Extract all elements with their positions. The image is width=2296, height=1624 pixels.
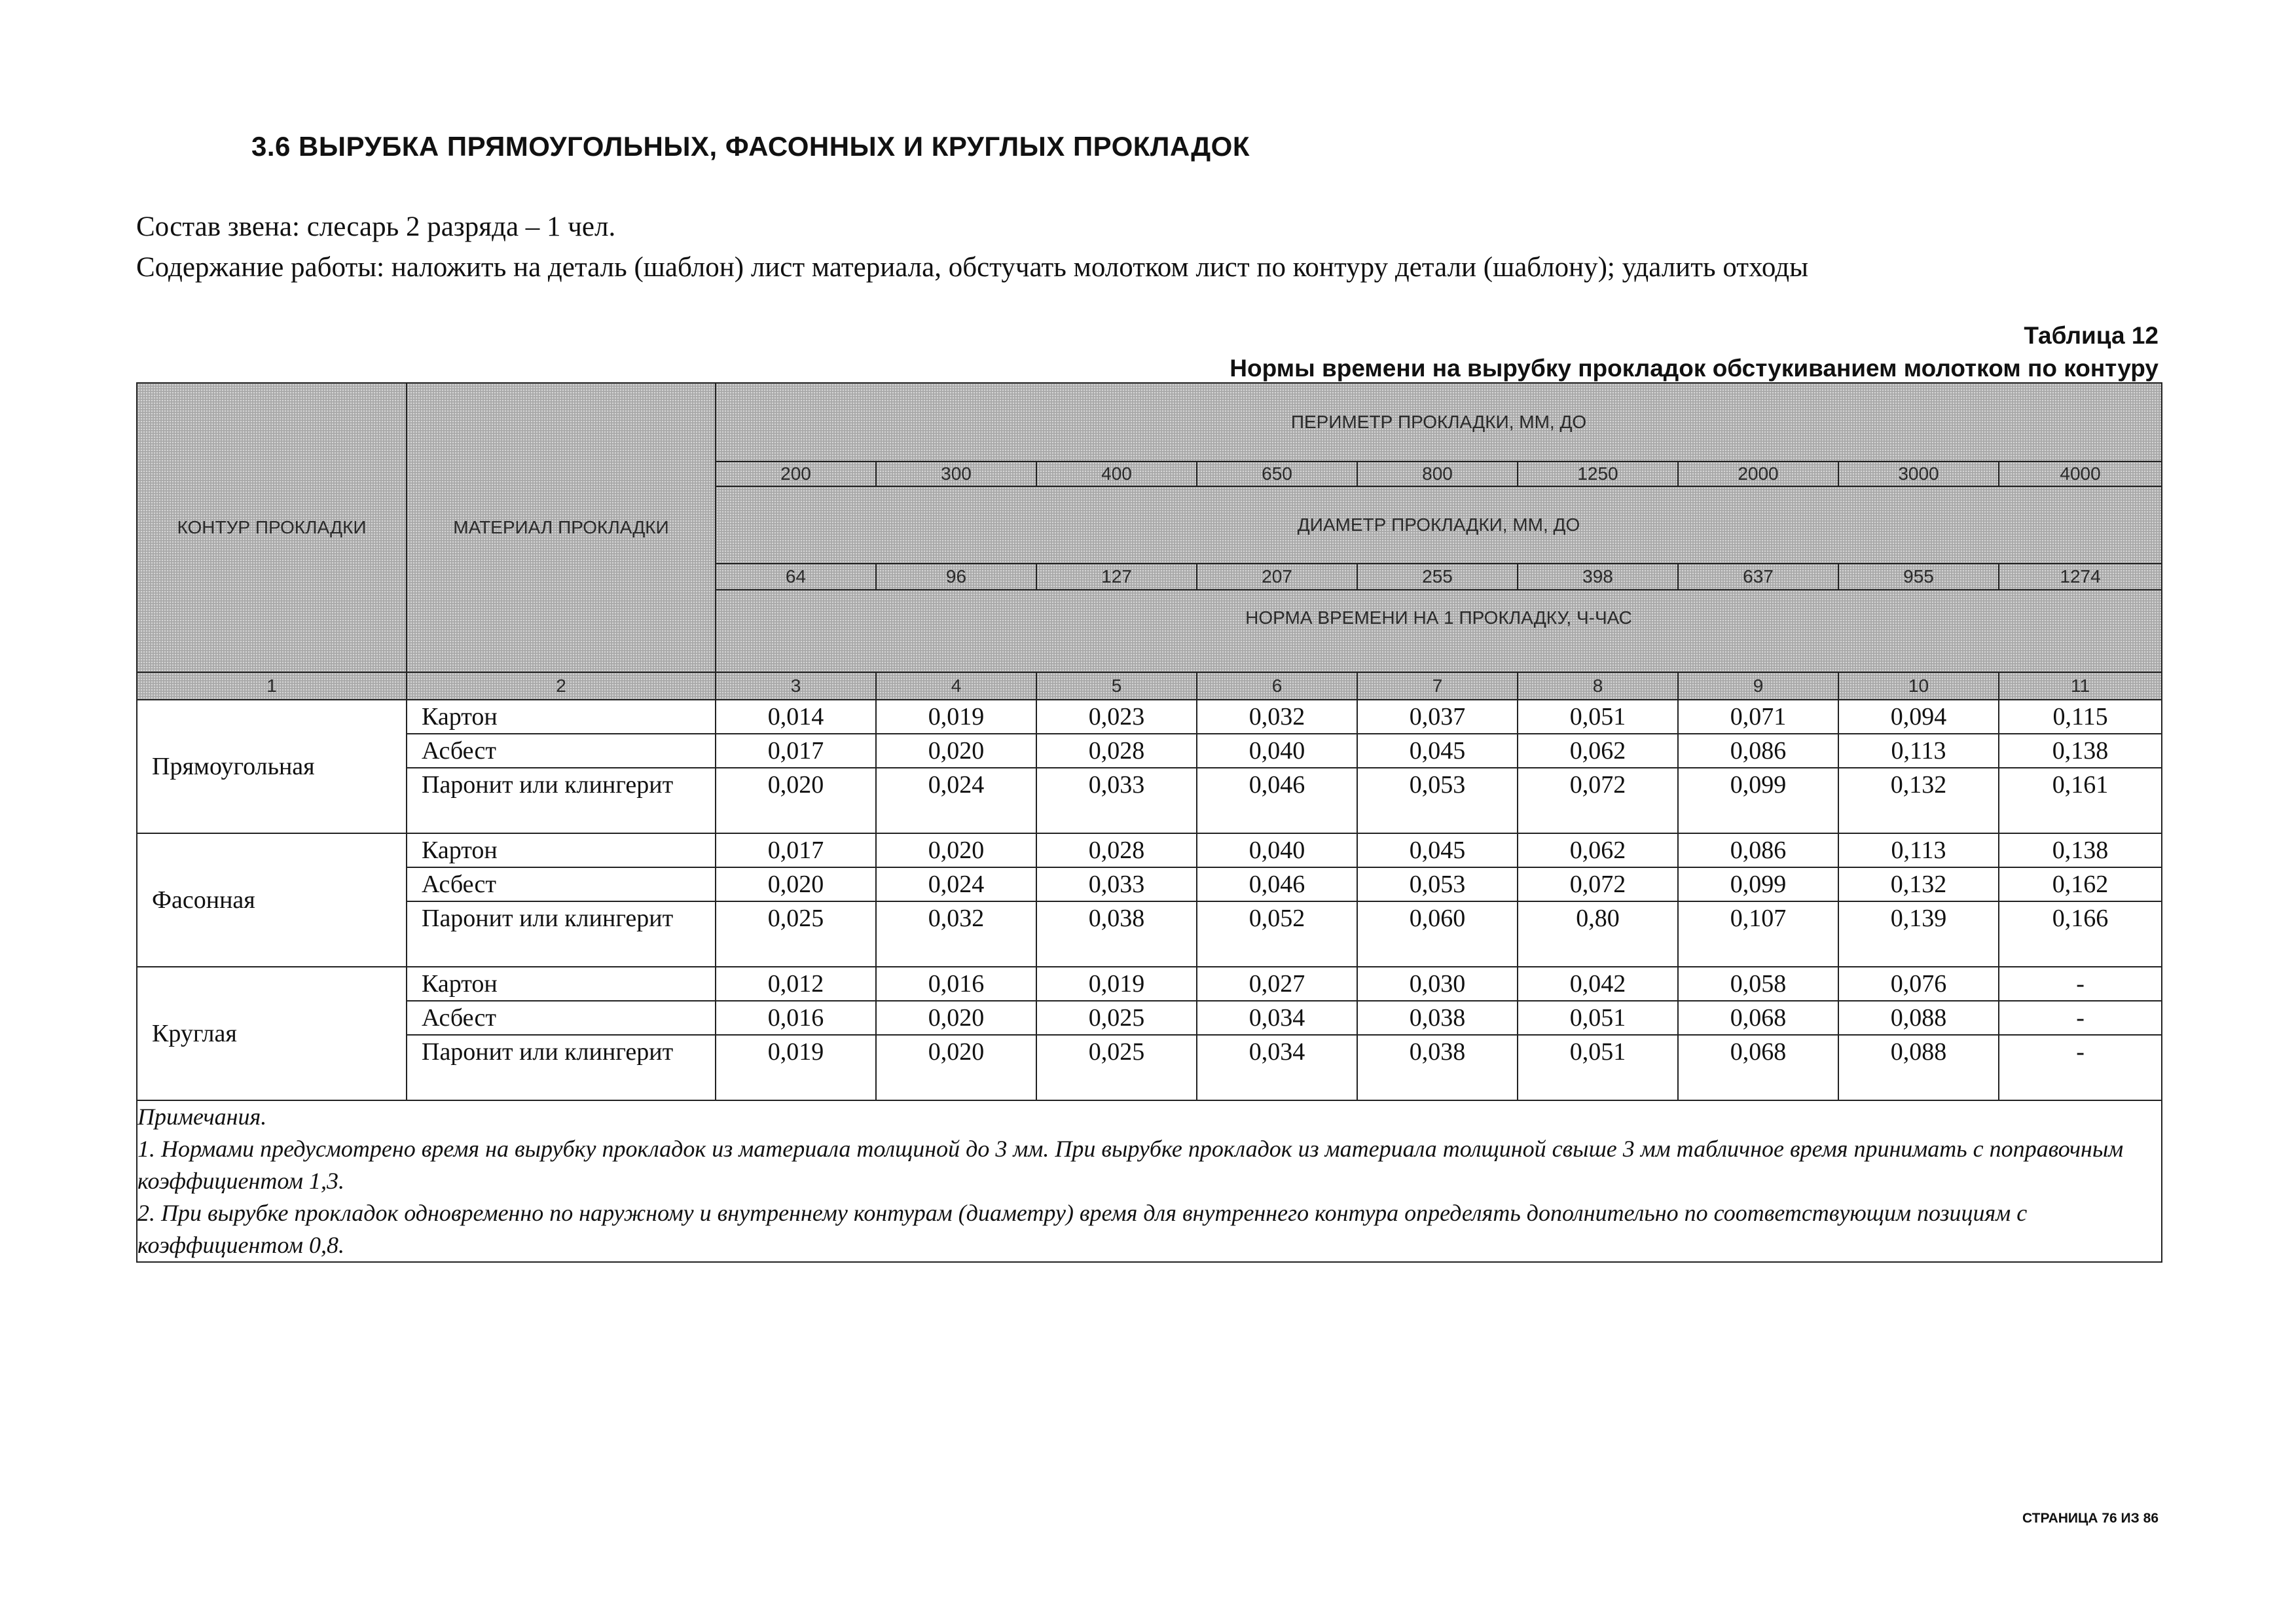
header-perimeter-label: ПЕРИМЕТР ПРОКЛАДКИ, ММ, ДО [716, 383, 2162, 461]
value-cell: 0,132 [1838, 867, 1999, 901]
value-cell: 0,038 [1357, 1035, 1518, 1100]
value-cell: 0,051 [1518, 700, 1678, 734]
value-cell: 0,037 [1357, 700, 1518, 734]
value-cell: 0,012 [716, 967, 876, 1001]
value-cell: 0,020 [716, 768, 876, 833]
table-row [137, 833, 2162, 867]
column-number: 9 [1678, 672, 1838, 700]
value-cell: 0,038 [1036, 901, 1197, 967]
value-cell: 0,058 [1678, 967, 1838, 1001]
value-cell: 0,113 [1838, 833, 1999, 867]
material-cell: Паронит или клингерит [407, 1035, 716, 1100]
value-cell: 0,071 [1678, 700, 1838, 734]
value-cell: 0,162 [1999, 867, 2162, 901]
notes-cell [137, 1100, 2162, 1262]
value-cell: 0,040 [1197, 734, 1357, 768]
value-cell: 0,025 [716, 901, 876, 967]
norms-table [136, 382, 2162, 1263]
diameter-value: 127 [1036, 564, 1197, 590]
value-cell: 0,020 [716, 867, 876, 901]
column-number: 11 [1999, 672, 2162, 700]
value-cell: 0,099 [1678, 867, 1838, 901]
perimeter-value: 300 [876, 461, 1036, 486]
value-cell: 0,099 [1678, 768, 1838, 833]
value-cell: 0,032 [1197, 700, 1357, 734]
value-cell: 0,040 [1197, 833, 1357, 867]
value-cell: 0,038 [1357, 1001, 1518, 1035]
contour-cell: Прямоугольная [137, 700, 407, 833]
diameter-value: 255 [1357, 564, 1518, 590]
material-cell: Асбест [407, 734, 716, 768]
notes-row [137, 1100, 2162, 1262]
contour-cell: Круглая [137, 967, 407, 1100]
note-item: 1. Нормами предусмотрено время на вырубку прокладок из материала толщиной до 3 мм. При вырубке прокладок из материала толщиной свыше 3 мм табличное время принимать с поправочным коэффициентом 1,3. [137, 1136, 2124, 1194]
material-cell: Паронит или клингерит [407, 901, 716, 967]
table-row [137, 768, 2162, 833]
value-cell: 0,020 [876, 1001, 1036, 1035]
table-number: Таблица 12 [2024, 322, 2159, 349]
diameter-value: 207 [1197, 564, 1357, 590]
value-cell: 0,033 [1036, 867, 1197, 901]
material-cell: Картон [407, 833, 716, 867]
table-row [137, 901, 2162, 967]
header-diameter-label: ДИАМЕТР ПРОКЛАДКИ, ММ, ДО [716, 486, 2162, 564]
column-numbers-row [137, 672, 2162, 700]
value-cell: 0,086 [1678, 734, 1838, 768]
value-cell: 0,017 [716, 734, 876, 768]
column-number: 8 [1518, 672, 1678, 700]
diameter-value: 637 [1678, 564, 1838, 590]
material-cell: Картон [407, 967, 716, 1001]
perimeter-value: 2000 [1678, 461, 1838, 486]
perimeter-value: 400 [1036, 461, 1197, 486]
note-item: 2. При вырубке прокладок одновременно по наружному и внутреннему контурам (диаметру) время для внутреннего контура определять дополнительно по соответствующим позициям с коэффициентом 0,8. [137, 1200, 2028, 1258]
table-row [137, 867, 2162, 901]
value-cell: 0,072 [1518, 768, 1678, 833]
column-number: 7 [1357, 672, 1518, 700]
value-cell: 0,139 [1838, 901, 1999, 967]
work-content: Содержание работы: наложить на деталь (шаблон) лист материала, обстучать молотком лист по контуру детали (шаблону); удалить отходы [136, 252, 1808, 283]
value-cell: 0,034 [1197, 1035, 1357, 1100]
diameter-value: 1274 [1999, 564, 2162, 590]
value-cell: 0,138 [1999, 734, 2162, 768]
column-number: 4 [876, 672, 1036, 700]
value-cell: 0,020 [876, 734, 1036, 768]
value-cell: 0,033 [1036, 768, 1197, 833]
contour-cell: Фасонная [137, 833, 407, 967]
diameter-value: 96 [876, 564, 1036, 590]
diameter-value: 398 [1518, 564, 1678, 590]
value-cell: 0,053 [1357, 867, 1518, 901]
table-row [137, 967, 2162, 1001]
value-cell: 0,068 [1678, 1035, 1838, 1100]
crew-composition: Состав звена: слесарь 2 разряда – 1 чел. [136, 211, 616, 242]
perimeter-value: 4000 [1999, 461, 2162, 486]
material-cell: Асбест [407, 867, 716, 901]
value-cell: 0,046 [1197, 867, 1357, 901]
value-cell: 0,027 [1197, 967, 1357, 1001]
value-cell: 0,017 [716, 833, 876, 867]
perimeter-value: 800 [1357, 461, 1518, 486]
value-cell: 0,076 [1838, 967, 1999, 1001]
perimeter-value: 650 [1197, 461, 1357, 486]
value-cell: 0,019 [876, 700, 1036, 734]
value-cell: 0,086 [1678, 833, 1838, 867]
material-cell: Картон [407, 700, 716, 734]
table-caption [1230, 319, 2159, 385]
value-cell: 0,113 [1838, 734, 1999, 768]
value-cell: 0,028 [1036, 734, 1197, 768]
header-contour: КОНТУР ПРОКЛАДКИ [137, 383, 407, 672]
perimeter-value: 200 [716, 461, 876, 486]
value-cell: 0,062 [1518, 833, 1678, 867]
perimeter-value: 1250 [1518, 461, 1678, 486]
value-cell: 0,138 [1999, 833, 2162, 867]
value-cell: 0,060 [1357, 901, 1518, 967]
table-row [137, 700, 2162, 734]
value-cell: 0,024 [876, 867, 1036, 901]
value-cell: 0,068 [1678, 1001, 1838, 1035]
perimeter-value: 3000 [1838, 461, 1999, 486]
value-cell: 0,016 [876, 967, 1036, 1001]
value-cell: 0,115 [1999, 700, 2162, 734]
value-cell: 0,045 [1357, 833, 1518, 867]
value-cell: 0,030 [1357, 967, 1518, 1001]
column-number: 5 [1036, 672, 1197, 700]
column-number: 1 [137, 672, 407, 700]
value-cell: 0,016 [716, 1001, 876, 1035]
value-cell: 0,161 [1999, 768, 2162, 833]
value-cell: 0,045 [1357, 734, 1518, 768]
value-cell: 0,025 [1036, 1001, 1197, 1035]
value-cell: 0,051 [1518, 1035, 1678, 1100]
value-cell: 0,094 [1838, 700, 1999, 734]
value-cell: 0,051 [1518, 1001, 1678, 1035]
material-cell: Паронит или клингерит [407, 768, 716, 833]
header-material: МАТЕРИАЛ ПРОКЛАДКИ [407, 383, 716, 672]
value-cell: 0,032 [876, 901, 1036, 967]
value-cell: 0,052 [1197, 901, 1357, 967]
value-cell: 0,019 [716, 1035, 876, 1100]
value-cell: 0,019 [1036, 967, 1197, 1001]
intro-block [136, 207, 1808, 288]
column-number: 3 [716, 672, 876, 700]
value-cell: 0,088 [1838, 1035, 1999, 1100]
value-cell: - [1999, 967, 2162, 1001]
value-cell: 0,028 [1036, 833, 1197, 867]
value-cell: - [1999, 1001, 2162, 1035]
page-footer: СТРАНИЦА 76 ИЗ 86 [2022, 1511, 2159, 1526]
value-cell: 0,132 [1838, 768, 1999, 833]
material-cell: Асбест [407, 1001, 716, 1035]
notes-title: Примечания. [137, 1104, 267, 1130]
value-cell: 0,034 [1197, 1001, 1357, 1035]
value-cell: 0,053 [1357, 768, 1518, 833]
column-number: 6 [1197, 672, 1357, 700]
table-row [137, 1035, 2162, 1100]
diameter-value: 955 [1838, 564, 1999, 590]
header-norm-label: НОРМА ВРЕМЕНИ НА 1 ПРОКЛАДКУ, Ч-ЧАС [716, 590, 2162, 672]
table-title: Нормы времени на вырубку прокладок обстукиванием молотком по контуру [1230, 355, 2159, 382]
section-heading: 3.6 ВЫРУБКА ПРЯМОУГОЛЬНЫХ, ФАСОННЫХ И КРУГЛЫХ ПРОКЛАДОК [251, 131, 1250, 162]
diameter-value: 64 [716, 564, 876, 590]
value-cell: 0,088 [1838, 1001, 1999, 1035]
value-cell: 0,046 [1197, 768, 1357, 833]
value-cell: 0,020 [876, 1035, 1036, 1100]
value-cell: 0,023 [1036, 700, 1197, 734]
value-cell: 0,020 [876, 833, 1036, 867]
column-number: 10 [1838, 672, 1999, 700]
value-cell: 0,024 [876, 768, 1036, 833]
value-cell: 0,107 [1678, 901, 1838, 967]
value-cell: 0,014 [716, 700, 876, 734]
value-cell: 0,166 [1999, 901, 2162, 967]
value-cell: 0,072 [1518, 867, 1678, 901]
table-row [137, 734, 2162, 768]
value-cell: 0,025 [1036, 1035, 1197, 1100]
value-cell: 0,062 [1518, 734, 1678, 768]
value-cell: 0,042 [1518, 967, 1678, 1001]
value-cell: 0,80 [1518, 901, 1678, 967]
column-number: 2 [407, 672, 716, 700]
table-row [137, 1001, 2162, 1035]
value-cell: - [1999, 1035, 2162, 1100]
